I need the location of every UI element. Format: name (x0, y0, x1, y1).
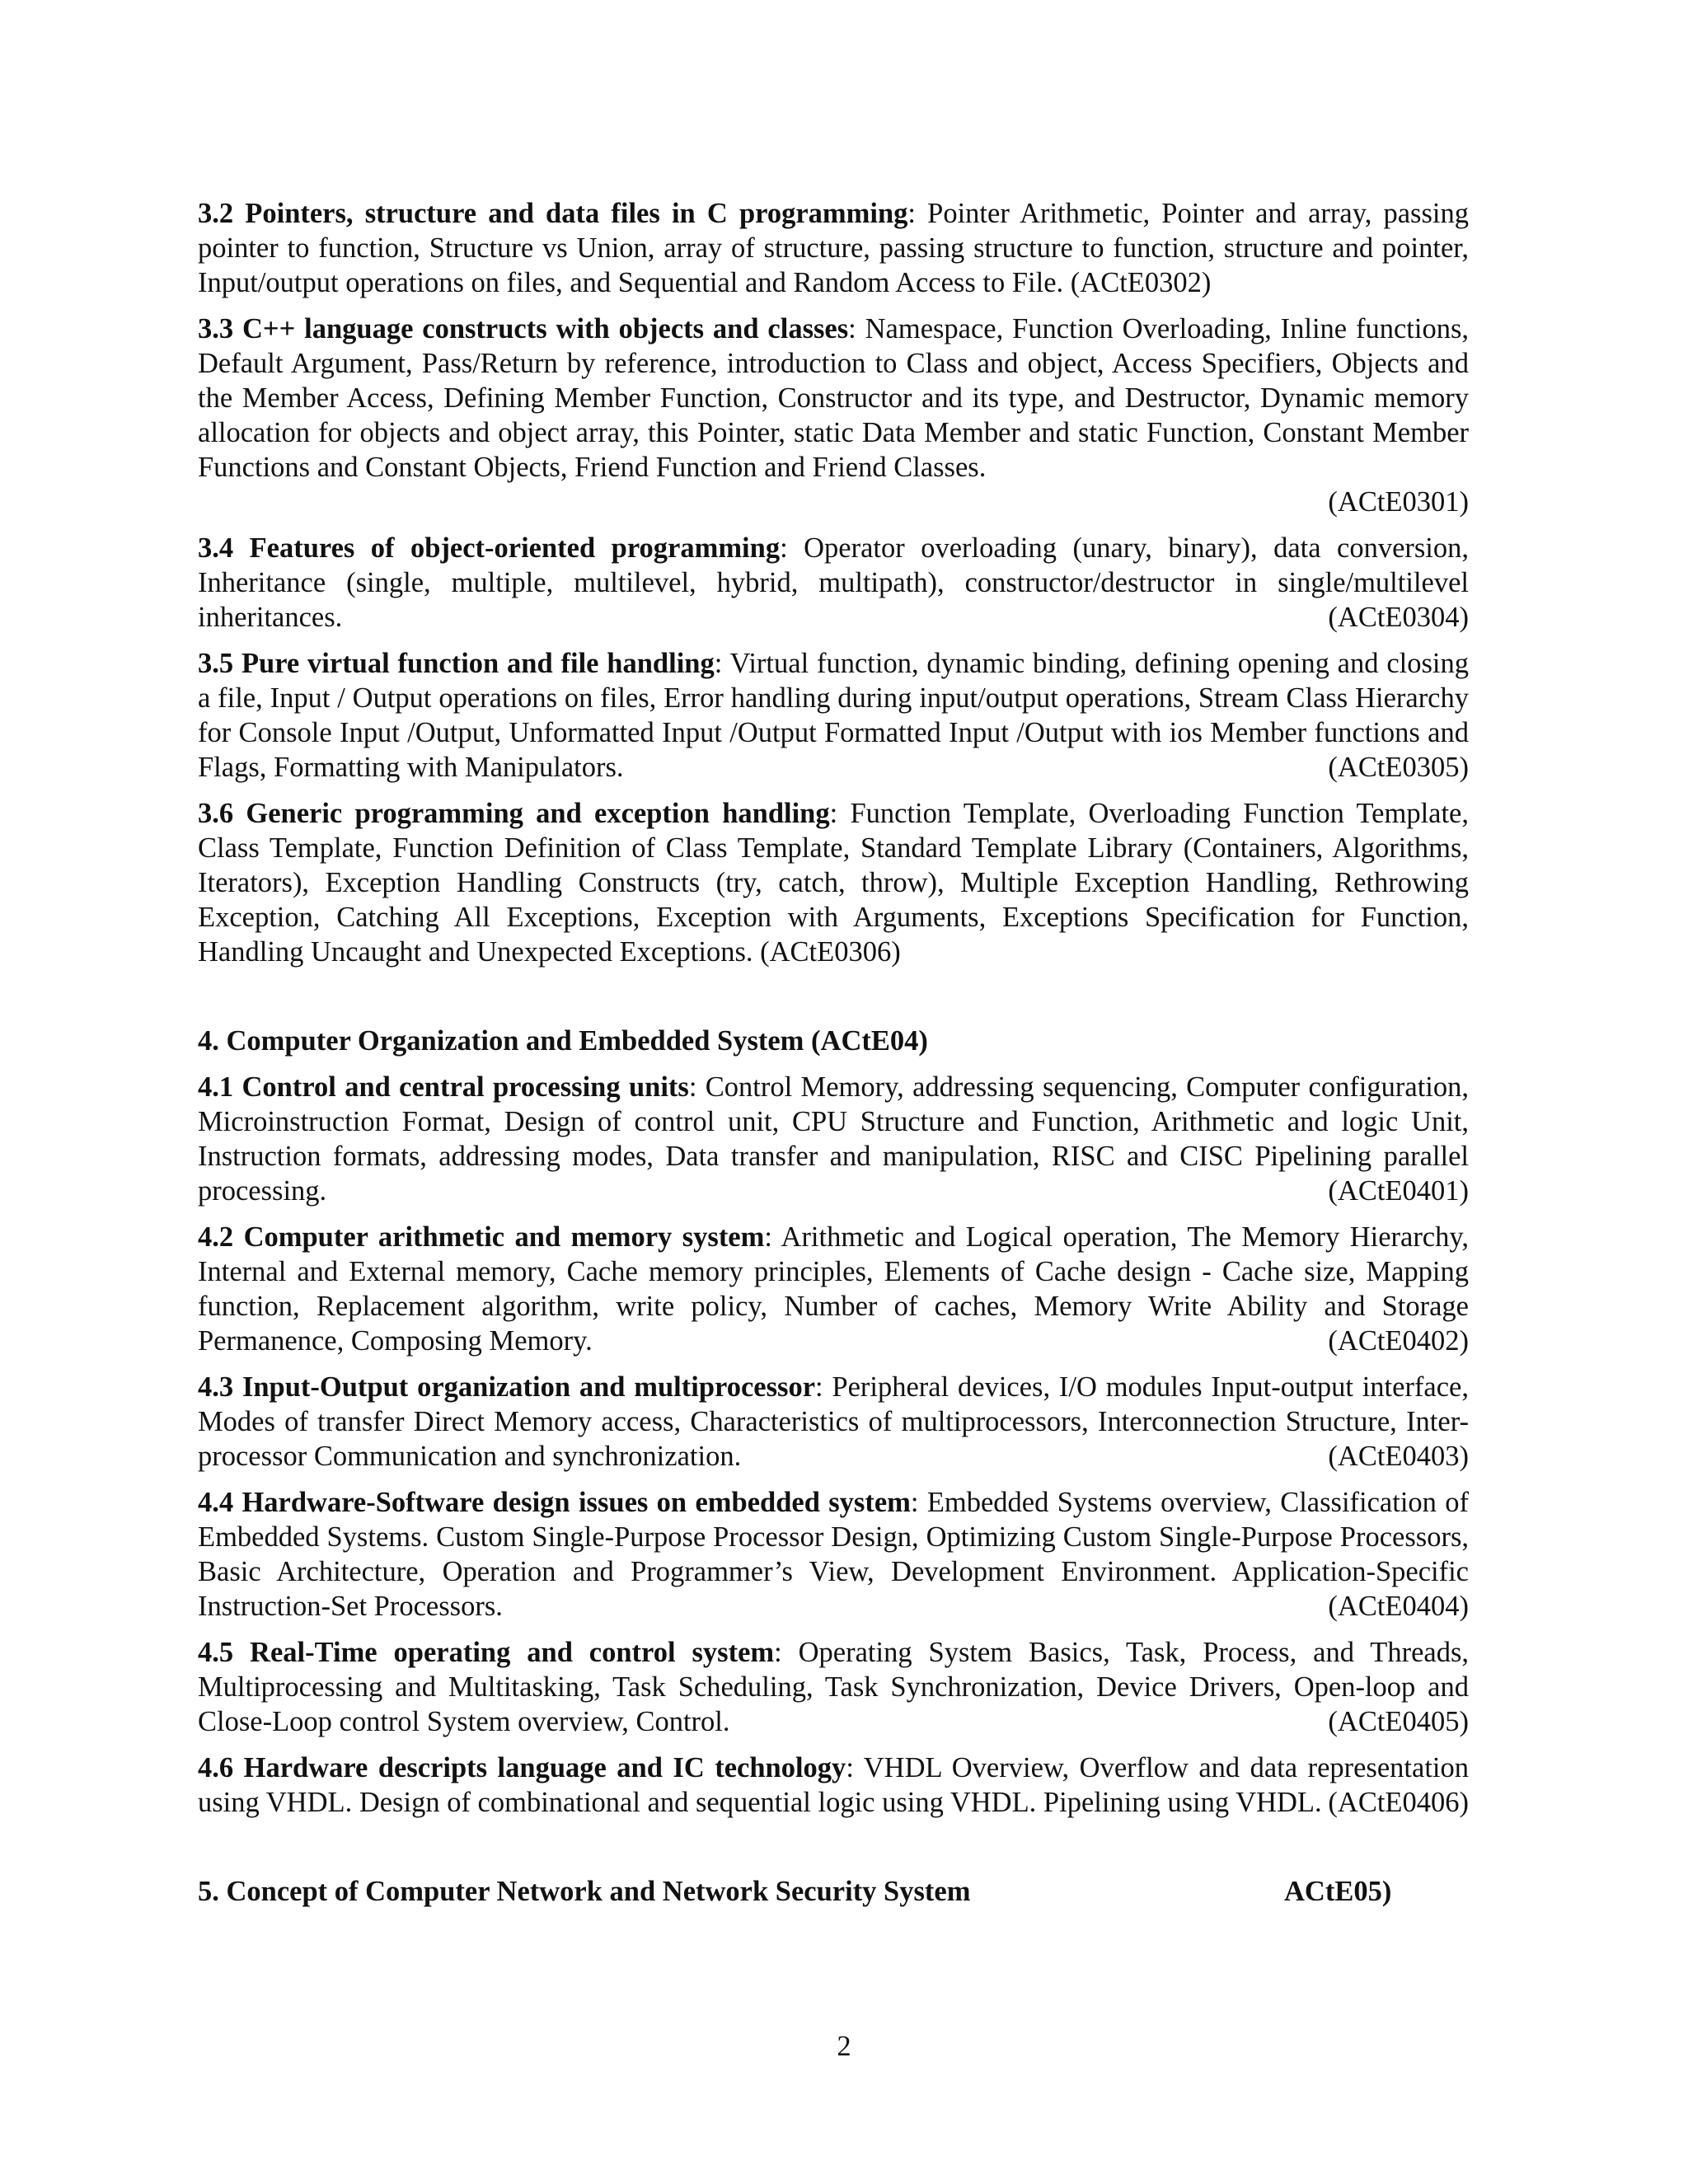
topic-code: (ACtE0406) (1328, 1787, 1469, 1818)
topic-4-6 (198, 1750, 1469, 1820)
topic-code: (ACtE0404) (1328, 1591, 1469, 1622)
topic-heading: 4.5 Real-Time operating and control system (198, 1637, 775, 1668)
topic-body: : Function Template, Overloading Function Template, Class Template, Function Definition of Class Template, Standard Template Library (Containers, Algorithms, Iterators), Exception Handling Constructs (try, catch, throw), Multiple Exception Handling, Rethrowing Exception, Catching All Exceptions, Exception with Arguments, Exceptions Specification for Function, Handling Uncaught and Unexpected Exceptions. (ACtE0306) (198, 798, 1469, 968)
topic-body: : VHDL Overview, Overflow and data representation using VHDL. Design of combinational and sequential logic using VHDL. Pipelining using VHDL. (198, 1752, 1469, 1818)
topic-heading: 3.3 C++ language constructs with objects and classes (198, 313, 849, 344)
topic-body: : Control Memory, addressing sequencing, Computer configuration, Microinstruction Format, Design of control unit, CPU Structure and Function, Arithmetic and logic Unit, Instruction formats, addressing modes, Data transfer and manipulation, RISC and CISC Pipelining parallel processing. (198, 1071, 1469, 1207)
section-5-title: 5. Concept of Computer Network and Network Security System (198, 1876, 971, 1907)
topic-heading: 4.4 Hardware-Software design issues on embedded system (198, 1487, 911, 1518)
topic-heading: 3.4 Features of object-oriented programming (198, 532, 781, 564)
topic-heading: 4.6 Hardware descripts language and IC technology (198, 1752, 846, 1783)
topic-heading: 4.2 Computer arithmetic and memory system (198, 1221, 765, 1253)
topic-body: : Pointer Arithmetic, Pointer and array, passing pointer to function, Structure vs Union, array of structure, passing structure to function, structure and pointer, Input/output operations on files, and Sequential and Random Access to File. (ACtE0302) (198, 198, 1469, 298)
topic-heading: 4.3 Input-Output organization and multiprocessor (198, 1371, 816, 1403)
topic-4-4 (198, 1485, 1469, 1624)
topic-body: : Embedded Systems overview, Classification of Embedded Systems. Custom Single-Purpose Processor Design, Optimizing Custom Single-Purpose Processors, Basic Architecture, Operation and Programmer’s View, Development Environment. Application-Specific Instruction-Set Processors. (198, 1487, 1469, 1622)
topic-code: (ACtE0403) (1328, 1441, 1469, 1472)
topic-code: (ACtE0305) (1328, 752, 1469, 783)
document-page (198, 196, 1469, 1920)
section-4-title: 4. Computer Organization and Embedded System (ACtE04) (198, 1025, 928, 1057)
section-5-code: ACtE05) (1284, 1876, 1392, 1907)
topic-3-6 (198, 796, 1469, 969)
topic-code: (ACtE0402) (1328, 1325, 1469, 1357)
topic-3-2 (198, 196, 1469, 300)
topic-body: : Namespace, Function Overloading, Inline functions, Default Argument, Pass/Return by reference, introduction to Class and object, Access Specifiers, Objects and the Member Access, Defining Member Function, Constructor and its type, and Destructor, Dynamic memory allocation for objects and object array, this Pointer, static Data Member and static Function, Constant Member Functions and Constant Objects, Friend Function and Friend Classes. (198, 313, 1469, 483)
topic-4-1 (198, 1070, 1469, 1208)
section-5-heading (198, 1874, 1469, 1909)
topic-code: (ACtE0301) (1328, 486, 1469, 518)
topic-code: (ACtE0401) (1328, 1175, 1469, 1207)
topic-body: : Operating System Basics, Task, Process, and Threads, Multiprocessing and Multitasking, Task Scheduling, Task Synchronization, Device Drivers, Open-loop and Close-Loop control System overview, Control. (198, 1637, 1469, 1737)
topic-heading: 3.5 Pure virtual function and file handling (198, 648, 715, 679)
topic-heading: 3.2 Pointers, structure and data files in C programming (198, 198, 908, 229)
topic-code: (ACtE0405) (1328, 1706, 1469, 1737)
topic-3-3 (198, 312, 1469, 519)
section-gap (198, 1831, 1469, 1874)
topic-3-5 (198, 646, 1469, 785)
topic-3-4 (198, 531, 1469, 635)
topic-body: : Operator overloading (unary, binary), data conversion, Inheritance (single, multiple, multilevel, hybrid, multipath), constructor/destructor in single/multilevel inheritances. (198, 532, 1470, 633)
page-number: 2 (837, 2031, 851, 2062)
section-gap (198, 981, 1469, 1024)
topic-body: : Arithmetic and Logical operation, The Memory Hierarchy, Internal and External memory, Cache memory principles, Elements of Cache design - Cache size, Mapping function, Replacement algorithm, write policy, Number of caches, Memory Write Ability and Storage Permanence, Composing Memory. (198, 1221, 1470, 1357)
topic-heading: 3.6 Generic programming and exception handling (198, 798, 830, 829)
topic-body: : Virtual function, dynamic binding, defining opening and closing a file, Input / Output operations on files, Error handling during input/output operations, Stream Class Hierarchy for Console Input /Output, Unformatted Input /Output Formatted Input /Output with ios Member functions and Flags, Formatting with Manipulators. (198, 648, 1469, 783)
topic-4-5 (198, 1635, 1469, 1739)
topic-heading: 4.1 Control and central processing units (198, 1071, 689, 1103)
topic-body: : Peripheral devices, I/O modules Input-output interface, Modes of transfer Direct Memory access, Characteristics of multiprocessors, Interconnection Structure, Inter-processor Communication and synchronization. (198, 1371, 1469, 1472)
topic-code: (ACtE0304) (1328, 602, 1469, 633)
topic-4-2 (198, 1220, 1469, 1358)
topic-4-3 (198, 1370, 1469, 1474)
